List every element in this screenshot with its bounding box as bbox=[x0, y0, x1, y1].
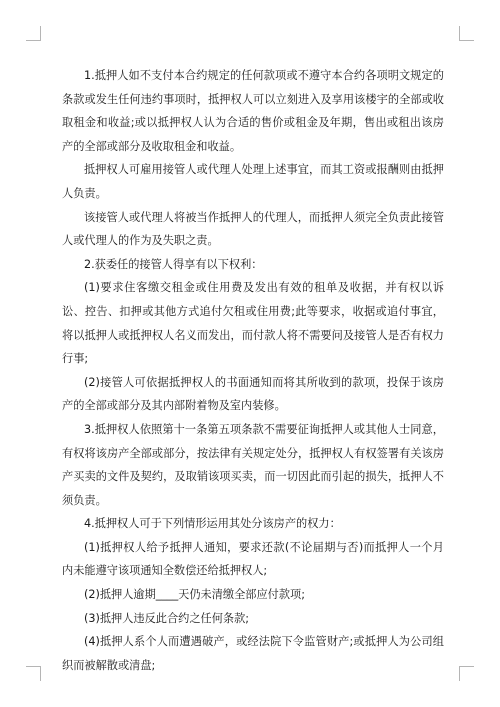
crop-mark-top-right bbox=[459, 26, 460, 41]
paragraph-receiver-appointment: 抵押权人可雇用接管人或代理人处理上述事宜，而其工资或报酬则由抵押人负责。 bbox=[62, 163, 444, 200]
crop-mark-top-left bbox=[26, 40, 41, 41]
paragraph-clause-4-item-1: (1)抵押权人给予抵押人通知，要求还款(不论届期与否)而抵押人一个月内未能遵守该项通知全数偿还给抵押权人; bbox=[62, 540, 444, 578]
paragraph-clause-1: 1.抵押人如不支付本合约规定的任何款项或不遵守本合约各项明文规定的条款或发生任何违约事项时，抵押权人可以立刻进入及享用该楼宇的全部或收取租金和收益;或以抵押权人认为合适的售价或租金及年期，售出或租出该房产的全部或部分及收取租金和收益。 bbox=[62, 69, 444, 153]
paragraph-clause-2-item-2: (2)接管人可依据抵押权人的书面通知而将其所收到的款项，投保于该房产的全部或部分及其内部附着物及室内装修。 bbox=[62, 375, 444, 413]
crop-mark-bottom-left bbox=[26, 666, 41, 667]
crop-mark-bottom-left bbox=[40, 666, 41, 681]
paragraph-clause-3: 3.抵押权人依照第十一条第五项条款不需要征询抵押人或其他人士同意，有权将该房产全部或部分，按法律有关规定处分，抵押权人有权签署有关该房产买卖的文件及契约，及取销该项买卖，而一切因此而引起的损失，抵押人不须负责。 bbox=[62, 422, 444, 507]
paragraph-clause-4-item-3: (3)抵押人违反此合约之任何条款; bbox=[84, 611, 250, 625]
document-body bbox=[62, 64, 444, 677]
crop-mark-bottom-right bbox=[459, 666, 474, 667]
paragraph-receiver-agent: 该接管人或代理人将被当作抵押人的代理人，而抵押人须完全负责此接管人或代理人的作为及失职之责。 bbox=[62, 210, 444, 248]
paragraph-clause-2: 2.获委任的接管人得享有以下权利： bbox=[84, 257, 263, 271]
crop-mark-top-right bbox=[459, 40, 474, 41]
paragraph-clause-4: 4.抵押权人可于下列情形运用其处分该房产的权力： bbox=[84, 517, 341, 531]
crop-mark-bottom-right bbox=[459, 666, 460, 681]
paragraph-clause-4-item-2: (2)抵押人逾期____天仍未清缴全部应付款项; bbox=[84, 588, 305, 602]
paragraph-clause-2-item-1: (1)要求住客缴交租金或住用费及发出有效的租单及收据，并有权以诉讼、控告、扣押或其他方式追付欠租或住用费;此等要求，收据或追付事宜，将以抵押人或抵押权人名义而发出，而付款人将不需要问及接管人是否有权力行事; bbox=[62, 281, 444, 366]
crop-mark-top-left bbox=[40, 26, 41, 41]
paragraph-clause-4-item-4: (4)抵押人系个人而遭遇破产，或经法院下令监管财产;或抵押人为公司组织而被解散或清盘; bbox=[62, 635, 444, 672]
